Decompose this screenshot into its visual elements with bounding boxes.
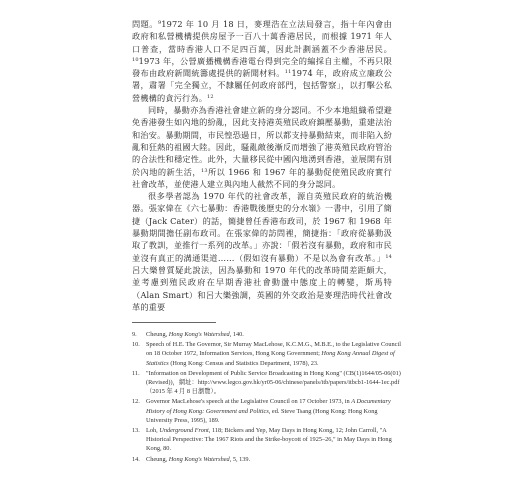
footnote-ref-14[interactable]: 14 xyxy=(385,253,392,260)
paragraph-3: 很多學者認為 1970 年代的社會改革，源自英殖民政府的統治機器。張家偉在《六七暴動：香港戰後歷史的分水嶺》一書中，引用了簡捷（Jack Cater）的話，簡捷曾任香港布政司，於 1967 和 1968 年暴動期間擔任副布政司。在張家偉的訪問裡，簡捷指：「政府從暴動汲取了教訓，並推行一系列的改革。」亦說：「假若沒有暴動，政府和市民並沒有真正的溝通渠道……（假如沒有暴動）不是以為會有改革。」$^{14}$呂大樂曾質疑此說法，因為暴動和 1970 年代的改革時間差距頗大，並考慮到殖民政府在早期香港社會動盪中態度上的轉變，斯馬特（Alan Smart）和呂大樂強調，英國的外交政治是麥理浩時代社會改革的重要 xyxy=(132,191,392,312)
footnote-ref-9[interactable]: 9 xyxy=(157,20,162,26)
paragraph-1: 問題。$^9$1972 年 10 月 18 日，麥理浩在立法局發言，指十年內會由政府和私營機構提供房屋予一百八十萬香港居民，而根據 1971 年人口普查，當時香港人口不足四百萬，因此計劃涵蓋不少香港居民。$^{10}$1973 年，公營廣播機構香港電台得到完全的編採自主權，不再只限發布由政府新聞統籌處提供的新聞材料。$^{11}$1974 年，政府成立廉政公署，肅署「完全獨立，不隸屬任何政府部門，包括警察」，以打擊公私營機構的貪污行為。$^{12}$ xyxy=(132,19,393,103)
footnote-item: 9. Cheung, Hong Kong's Watershed, 140. xyxy=(132,331,244,338)
footnote-item: 14. Cheung, Hong Kong's Watershed, 5, 139. xyxy=(132,455,251,463)
footnote-ref-12[interactable]: 12 xyxy=(207,93,214,100)
footnotes xyxy=(132,330,402,465)
footnote-item: 13. Loh, Underground Front, 118; Bickers and Yep, May Days in Hong Kong, 12; John Carroll, "A Historical Perspective: The 1967 Riots and the Strike-boycott of 1925–26," in May Days in Hong Kong, 80. xyxy=(132,427,392,453)
footnote-ref-10[interactable]: 10 xyxy=(132,56,139,63)
paragraph-2: 同時，暴動亦為香港社會建立新的身分認同。不少本地組織希望避免香港發生如內地的紛亂，因此支持港英殖民政府鎮壓暴動，重建法治和治安。暴動期間，市民惶恐過日，所以都支持暴動結束，而非陷入紛亂和狂熱的祖國大陸。因此，騷亂敵後漸反而增強了港英殖民政府管治的合法性和穩定性。此外，大量移民從中國內地湧到香港，並展開有別於內地的新生活，$^{13}$所以 1966 和 1967 年的暴動促使殖民政府實行社會改革，並使港人建立與內地人截然不同的身分認同。 xyxy=(132,105,393,189)
footnote-divider xyxy=(132,322,216,323)
footnote-item: 12. Governor MacLehose's speech at the Legislative Council on 17 October 1973, in A Documentary History of Hong Kong: Government and Politics, ed. Steve Tsang (Hong Kong: Hong Kong University Press, 1995), 189. xyxy=(132,398,391,424)
main-text xyxy=(132,18,392,313)
footnote-item: 10. Speech of H.E. The Governor, Sir Murray MacLehose, K.C.M.G., M.B.E., to the Legislative Council on 18 October 1972, Information Services, Hong Kong Government; Hong Kong Annual Digest of Statistics (Hong Kong: Census and Statistics Department, 1978), 23. xyxy=(132,341,401,367)
footnote-ref-11[interactable]: 11 xyxy=(284,69,292,76)
footnote-ref-13[interactable]: 13 xyxy=(200,167,208,174)
footnote-item: 11. "Information on Development of Public Service Broadcasting in Hong Kong" (CB(1)1644/05-06(01) (Revised))，網址：http://www.legco.gov.hk/yr05-06/chinese/panels/itb/papers/itbcb1-1644-1ec.pdf（2015 年 4 月 8 日瀏覽）。 xyxy=(132,369,401,396)
